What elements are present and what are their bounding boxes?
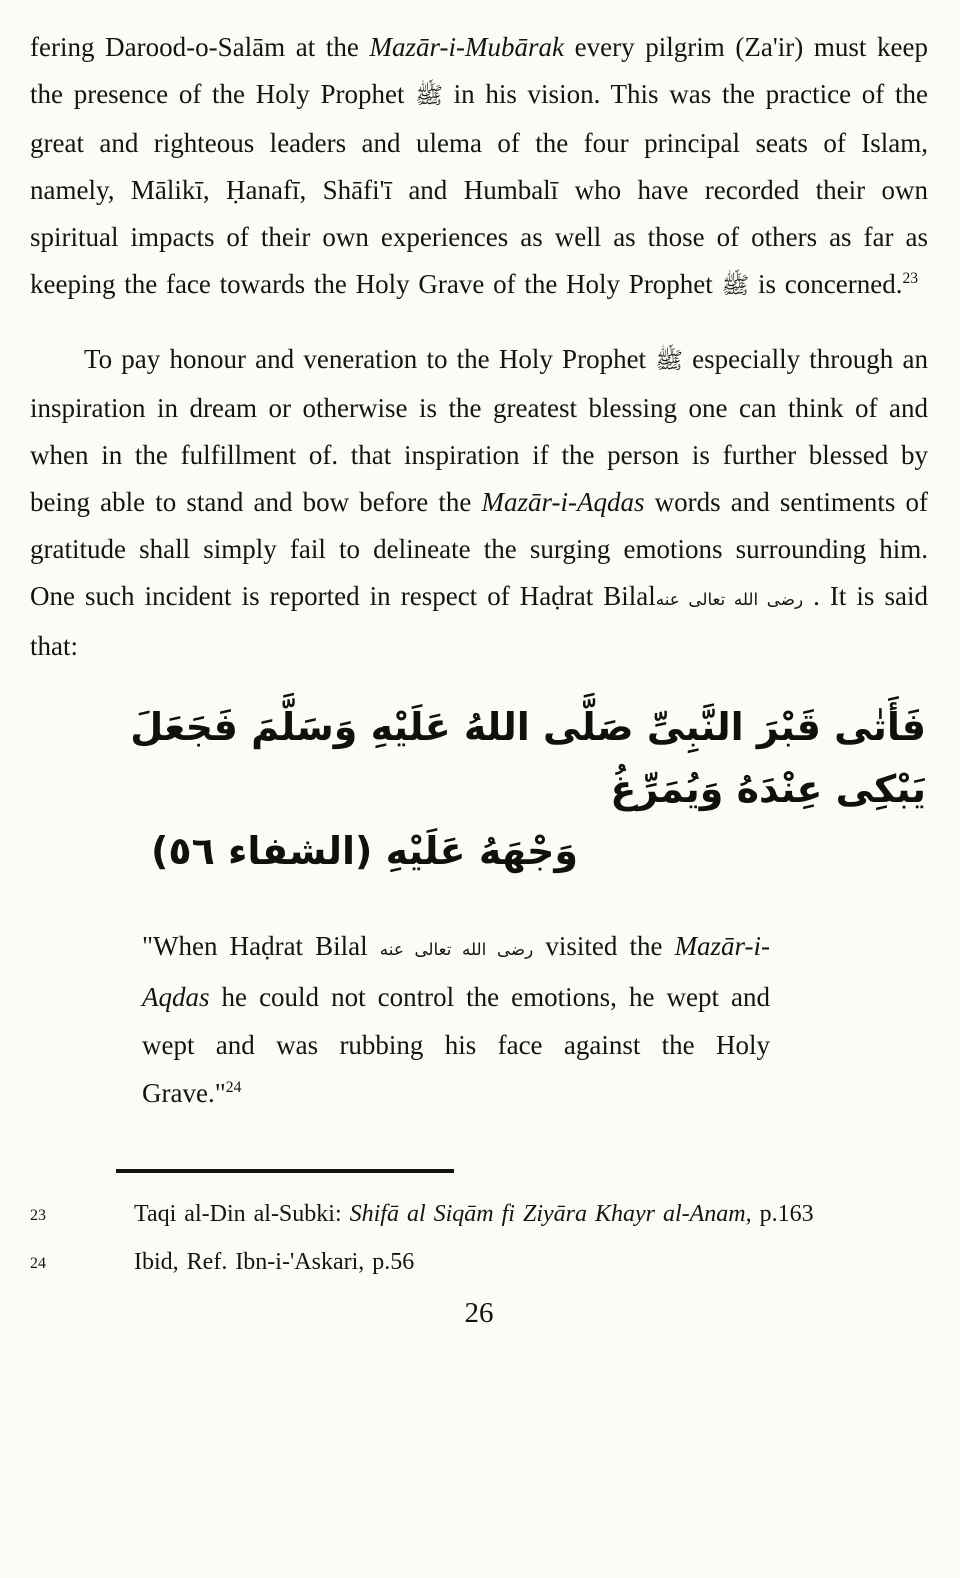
text-segment: visited the xyxy=(533,931,675,961)
text-segment: especially through an inspiration in dream or otherwise is the greatest blessing one can think of and when in the fulfillment of. that inspiration if the person is further blessed by being able to stand and bow before the xyxy=(30,344,928,517)
translation-blockquote xyxy=(142,922,770,1117)
honorific-arabic: رضى الله تعالى عنه xyxy=(655,589,804,609)
text-segment: Mazār-i-Mubārak xyxy=(369,32,564,62)
text-segment: every pilgrim (Za'ir) must keep the presence of the Holy Prophet xyxy=(30,32,928,109)
text-segment: Ibid, Ref. Ibn-i-'Askari, p.56 xyxy=(134,1249,415,1275)
text-segment: To pay honour and veneration to the Holy Prophet xyxy=(84,344,656,374)
text-segment: in his vision. This was the practice of the great and righteous leaders and ulema of the four principal seats of Islam, namely, Mālikī, Ḥanafī, Shāfi'ī and Humbalī who have recorded their own spiritual impacts of their own experiences as well as those of others as far as keeping the face towards the Holy Grave of the Holy Prophet xyxy=(30,79,929,299)
text-segment: is concerned. xyxy=(749,269,903,299)
text-segment: fering Darood-o-Salām at the xyxy=(30,32,370,62)
footnote-24 xyxy=(30,1245,928,1281)
footnote-divider xyxy=(116,1169,454,1173)
honorific-arabic: رضى الله تعالى عنه xyxy=(379,939,534,959)
pbuh-calligraphy: ﷺ xyxy=(415,83,443,109)
paragraph-1 xyxy=(30,24,928,310)
text-segment: Shifā al Siqām fi Ziyāra Khayr al-Anam xyxy=(349,1201,746,1227)
arabic-quotation-line-1: فَأَتٰى قَبْرَ النَّبِىِّ صَلَّى اللهُ عَلَيْهِ وَسَلَّمَ فَجَعَلَ يَبْكِى عِنْدَهُ وَيُمَرِّغُ xyxy=(130,705,926,811)
pbuh-calligraphy: ﷺ xyxy=(721,273,750,299)
text-segment: he could not control the emotions, he wept and wept and was rubbing his face against the Holy Grave." xyxy=(142,982,770,1108)
text-segment: . It is said that: xyxy=(30,581,928,661)
footnote-marker-23: 23 xyxy=(30,1207,46,1224)
text-segment: Mazār-i-Aqdas xyxy=(481,487,645,517)
arabic-quotation xyxy=(30,696,928,882)
footnote-text-23 xyxy=(134,1197,928,1233)
page-number: 26 xyxy=(464,1297,494,1329)
pbuh-calligraphy: ﷺ xyxy=(655,348,683,374)
text-segment: Mazār-i-Aqdas xyxy=(142,931,771,1012)
arabic-quotation-line-2: وَجْهَهُ عَلَيْهِ (الشفاء ٥٦) xyxy=(151,829,578,873)
footnote-text-24 xyxy=(134,1245,928,1281)
text-segment: , p.163 xyxy=(745,1201,814,1227)
footnote-23 xyxy=(30,1197,928,1233)
paragraph-2 xyxy=(30,336,928,670)
main-text xyxy=(30,24,928,670)
text-segment: words and sentiments of gratitude shall simply fail to delineate the surging emotions surrounding him. One such incident is reported in respect of Haḍrat Bilal xyxy=(30,487,928,611)
text-segment: Taqi al-Din al-Subki: xyxy=(134,1201,350,1227)
footnote-ref-23: 23 xyxy=(902,270,919,287)
footnotes-section xyxy=(30,1197,928,1281)
footnote-ref-24: 24 xyxy=(225,1079,242,1096)
footnote-marker-24: 24 xyxy=(30,1255,46,1272)
text-segment: "When Haḍrat Bilal xyxy=(142,931,380,961)
